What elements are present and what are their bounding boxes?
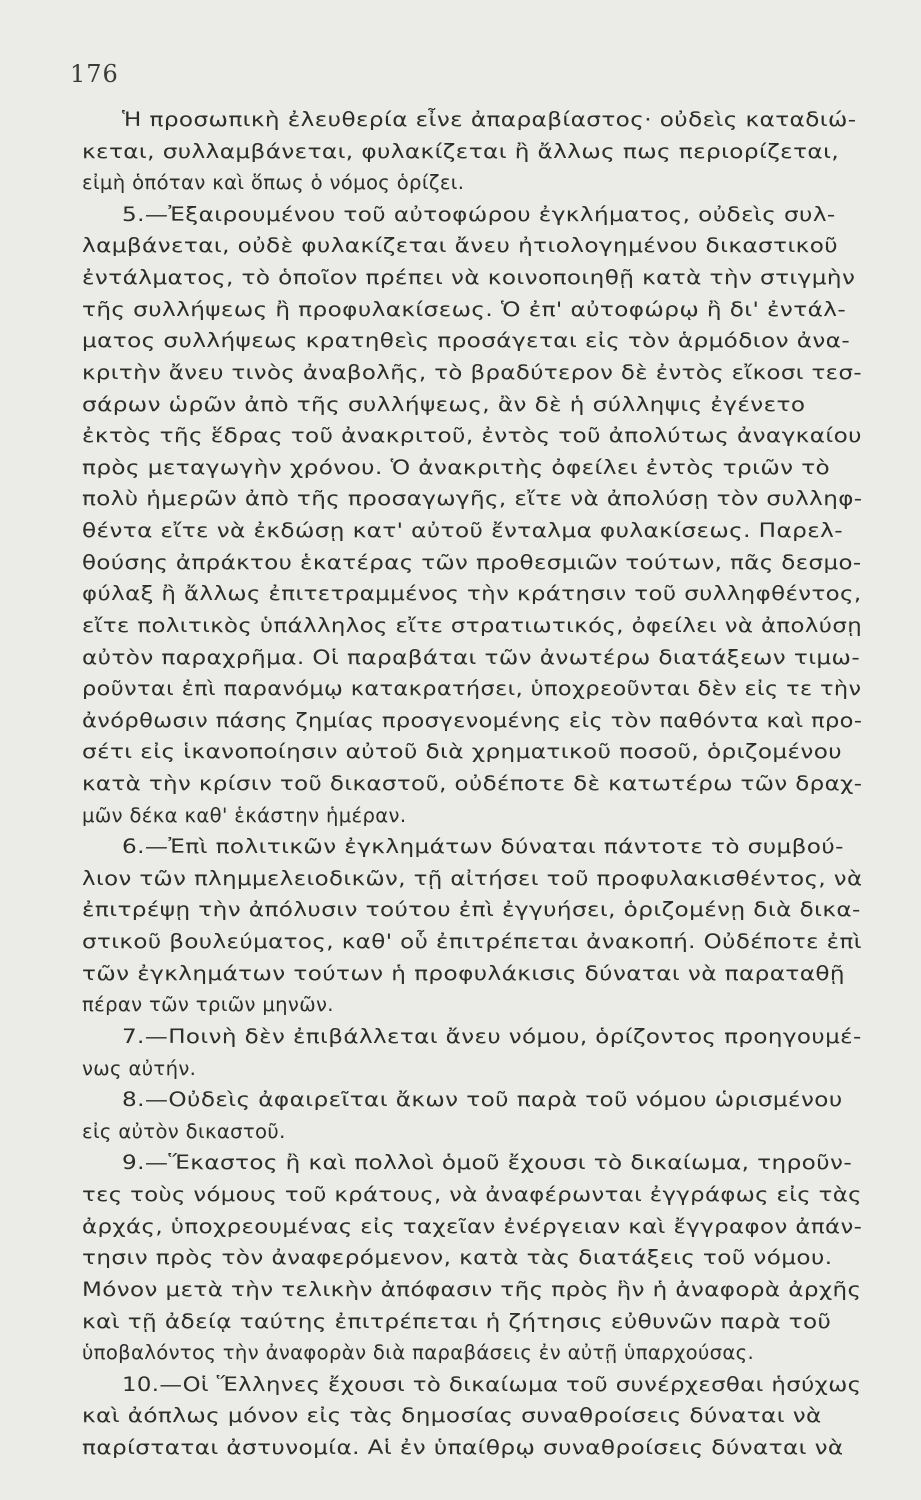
text-line: 10.—Οἱ Ἕλληνες ἔχουσι τὸ δικαίωμα τοῦ συνέρχεσθαι ἡσύχως — [122, 1373, 862, 1396]
text-line: κατὰ τὴν κρίσιν τοῦ δικαστοῦ, οὐδέποτε δὲ κατωτέρω τῶν δραχ- — [82, 772, 863, 795]
text-line: εἰμὴ ὁπόταν καὶ ὅπως ὁ νόμος ὁρίζει. — [82, 171, 465, 194]
text-line: 5.—Ἐξαιρουμένου τοῦ αὐτοφώρου ἐγκλήματος, οὐδεὶς συλ- — [122, 203, 836, 226]
text-line: καὶ ἀόπλως μόνον εἰς τὰς δημοσίας συναθροίσεις δύναται νὰ — [82, 1404, 822, 1427]
text-line: αὐτὸν παραχρῆμα. Οἱ παραβάται τῶν ἀνωτέρω διατάξεων τιμω- — [82, 646, 861, 669]
text-line: ματος συλλήψεως κρατηθεὶς προσάγεται εἰς τὸν ἁρμόδιον ἀνα- — [82, 329, 851, 352]
text-line: θούσης ἀπράκτου ἑκατέρας τῶν προθεσμιῶν τούτων, πᾶς δεσμο- — [82, 551, 862, 574]
text-line: στικοῦ βουλεύματος, καθ' οὗ ἐπιτρέπεται ἀνακοπή. Οὐδέποτε ἐπὶ — [82, 930, 862, 953]
text-line: ὑποβαλόντος τὴν ἀναφορὰν διὰ παραβάσεις ἐν αὐτῇ ὑπαρχούσας. — [82, 1341, 755, 1364]
text-line: ἐκτὸς τῆς ἕδρας τοῦ ἀνακριτοῦ, ἐντὸς τοῦ ἀπολύτως ἀναγκαίου — [82, 424, 862, 447]
text-line: τες τοὺς νόμους τοῦ κράτους, νὰ ἀναφέρωνται ἐγγράφως εἰς τὰς — [82, 1183, 862, 1206]
text-line: 9.—Ἕκαστος ἢ καὶ πολλοὶ ὁμοῦ ἔχουσι τὸ δικαίωμα, τηροῦν- — [122, 1151, 853, 1174]
text-line: πέραν τῶν τριῶν μηνῶν. — [82, 993, 334, 1016]
text-line: τησιν πρὸς τὸν ἀναφερόμενον, κατὰ τὰς διατάξεις τοῦ νόμου. — [82, 1246, 833, 1269]
text-line: κριτὴν ἄνευ τινὸς ἀναβολῆς, τὸ βραδύτερον δὲ ἐντὸς εἴκοσι τεσ- — [82, 361, 862, 384]
text-line: εἰς αὐτὸν δικαστοῦ. — [82, 1120, 286, 1143]
text-line: μῶν δέκα καθ' ἑκάστην ἡμέραν. — [82, 804, 407, 827]
text-line: τῶν ἐγκλημάτων τούτων ἡ προφυλάκισις δύναται νὰ παραταθῇ — [82, 962, 845, 985]
text-line: εἴτε πολιτικὸς ὑπάλληλος εἴτε στρατιωτικός, ὀφείλει νὰ ἀπολύσῃ — [82, 614, 863, 637]
text-line: νως αὐτήν. — [82, 1057, 197, 1080]
text-line: 6.—Ἐπὶ πολιτικῶν ἐγκλημάτων δύναται πάντοτε τὸ συμβού- — [122, 835, 844, 858]
text-line: ἐπιτρέψῃ τὴν ἀπόλυσιν τούτου ἐπὶ ἐγγυήσει, ὁριζομένῃ διὰ δικα- — [82, 898, 861, 921]
text-line: 7.—Ποινὴ δὲν ἐπιβάλλεται ἄνευ νόμου, ὁρίζοντος προηγουμέ- — [122, 1025, 862, 1048]
text-line: φύλαξ ἢ ἄλλως ἐπιτετραμμένος τὴν κράτησιν τοῦ συλληφθέντος, — [82, 582, 862, 605]
text-line: Ἡ προσωπικὴ ἐλευθερία εἶνε ἀπαραβίαστος· οὐδεὶς καταδιώ- — [122, 108, 857, 131]
text-line: ἀρχάς, ὑποχρεουμένας εἰς ταχεῖαν ἐνέργειαν καὶ ἔγγραφον ἀπάν- — [82, 1215, 863, 1238]
text-line: πρὸς μεταγωγὴν χρόνου. Ὁ ἀνακριτὴς ὀφείλει ἐντὸς τριῶν τὸ — [82, 456, 831, 479]
text-line: ροῦνται ἐπὶ παρανόμῳ κατακρατήσει, ὑποχρεοῦνται δὲν εἰς τε τὴν — [82, 677, 862, 700]
text-line: παρίσταται ἀστυνομία. Αἱ ἐν ὑπαίθρῳ συναθροίσεις δύναται νὰ — [82, 1436, 844, 1459]
text-line: σάρων ὡρῶν ἀπὸ τῆς συλλήψεως, ἂν δὲ ἡ σύλληψις ἐγένετο — [82, 393, 806, 416]
text-line: λιον τῶν πλημμελειοδικῶν, τῇ αἰτήσει τοῦ προφυλακισθέντος, νὰ — [82, 867, 863, 890]
text-line: καὶ τῇ ἀδείᾳ ταύτης ἐπιτρέπεται ἡ ζήτησις εὐθυνῶν παρὰ τοῦ — [82, 1310, 832, 1333]
text-line: θέντα εἴτε νὰ ἐκδώσῃ κατ' αὐτοῦ ἔνταλμα φυλακίσεως. Παρελ- — [82, 519, 843, 542]
text-line: σέτι εἰς ἱκανοποίησιν αὐτοῦ διὰ χρηματικοῦ ποσοῦ, ὁριζομένου — [82, 740, 843, 763]
text-line: πολὺ ἡμερῶν ἀπὸ τῆς προσαγωγῆς, εἴτε νὰ ἀπολύσῃ τὸν συλληφ- — [82, 487, 863, 510]
text-line: τῆς συλλήψεως ἢ προφυλακίσεως. Ὁ ἐπ' αὐτοφώρῳ ἢ δι' ἐντάλ- — [82, 298, 847, 321]
text-line: Μόνον μετὰ τὴν τελικὴν ἀπόφασιν τῆς πρὸς ἣν ἡ ἀναφορὰ ἀρχῆς — [82, 1278, 862, 1301]
page-number: 176 — [70, 60, 119, 88]
text-line: ἀνόρθωσιν πάσης ζημίας προσγενομένης εἰς τὸν παθόντα καὶ προ- — [82, 709, 863, 732]
text-line: 8.—Οὐδεὶς ἀφαιρεῖται ἄκων τοῦ παρὰ τοῦ νόμου ὡρισμένου — [122, 1088, 843, 1111]
text-line: κεται, συλλαμβάνεται, φυλακίζεται ἢ ἄλλως πως περιορίζεται, — [82, 140, 840, 163]
text-line: ἐντάλματος, τὸ ὁποῖον πρέπει νὰ κοινοποιηθῇ κατὰ τὴν στιγμὴν — [82, 266, 856, 289]
text-line: λαμβάνεται, οὐδὲ φυλακίζεται ἄνευ ἠτιολογημένου δικαστικοῦ — [82, 234, 839, 257]
